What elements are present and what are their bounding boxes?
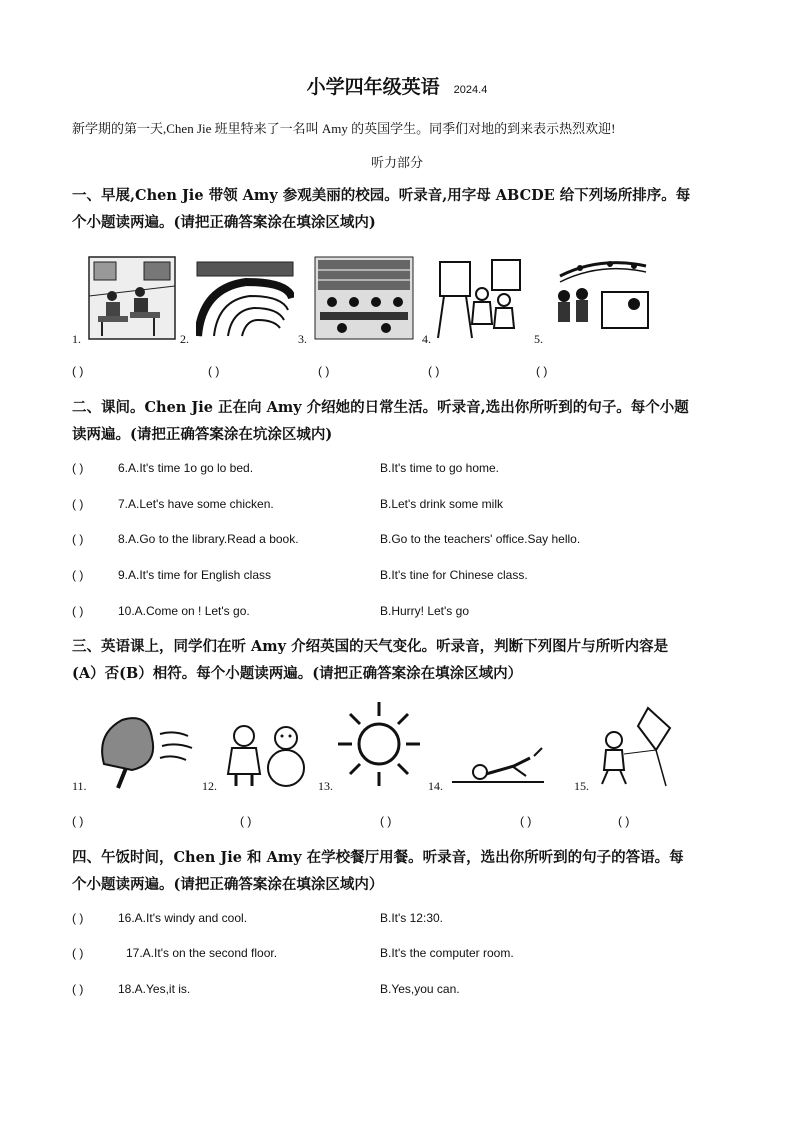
option-8b: B.Go to the teachers' office.Say hello. <box>380 532 581 546</box>
option-17b: B.It's the computer room. <box>380 946 514 960</box>
section4-heading <box>72 844 724 898</box>
option-10a: 10.A.Come on ! Let's go. <box>118 604 250 618</box>
option-18b: B.Yes,you can. <box>380 982 460 996</box>
pic-num-1: 1. <box>72 332 81 346</box>
answer-blank-6[interactable]: ( ) <box>72 461 84 475</box>
option-8a: 8.A.Go to the library.Read a book. <box>118 532 299 546</box>
answer-blank-16[interactable]: ( ) <box>72 911 84 925</box>
option-6b: B.It's time to go home. <box>380 461 500 475</box>
answer-blank-2[interactable]: ( ) <box>208 364 220 378</box>
option-16b: B.It's 12:30. <box>380 911 443 925</box>
playground-picture <box>196 258 294 338</box>
title-text: 小学四年级英语 <box>306 76 440 98</box>
fallen-person-picture <box>450 736 546 790</box>
music-room-picture <box>550 254 654 340</box>
part-label: 听力部分 <box>370 156 423 171</box>
pic-num-2: 2. <box>180 332 189 346</box>
section2-line2: 读两遍。(请把正确答案涂在坑涂区城内) <box>72 426 333 443</box>
answer-blank-13[interactable]: ( ) <box>380 814 392 828</box>
answer-blank-9[interactable]: ( ) <box>72 568 84 582</box>
option-7b: B.Let's drink some milk <box>380 497 503 511</box>
answer-blank-11[interactable]: ( ) <box>72 814 84 828</box>
library-picture <box>314 256 414 340</box>
section3-line1: 三、英语课上，同学们在听 Amy 介绍英国的天气变化。听录音，判断下列图片与所听内容是 <box>72 638 669 655</box>
option-18a: 18.A.Yes,it is. <box>118 982 191 996</box>
windy-tree-picture <box>92 704 196 790</box>
exam-date: 2024.4 <box>453 84 488 96</box>
answer-blank-1[interactable]: ( ) <box>72 364 84 378</box>
section4-line2: 个小题读两遍。(请把正确答案涂在填涂区域内） <box>72 876 384 893</box>
option-6a: 6.A.It's time 1o go lo bed. <box>118 461 254 475</box>
pic-num-3: 3. <box>298 332 307 346</box>
kite-picture <box>594 704 676 790</box>
answer-blank-10[interactable]: ( ) <box>72 604 84 618</box>
section1-line2: 个小题读两遍。(请把正确答案涂在填涂区域内) <box>72 214 376 231</box>
snowman-picture <box>220 708 312 790</box>
option-9a: 9.A.It's time for English class <box>118 568 272 582</box>
answer-blank-15[interactable]: ( ) <box>618 814 630 828</box>
section2-heading <box>72 394 724 448</box>
section1-heading <box>72 182 724 236</box>
pic-num-5: 5. <box>534 332 543 346</box>
intro-text: 新学期的第一天,Chen Jie 班里特来了一名叫 Amy 的英国学生。同季们对地的到来表示热烈欢迎! <box>72 121 616 136</box>
section3-line2: (A）否(B）相符。每个小题读两遍。(请把正确答案涂在填涂区域内） <box>72 665 523 682</box>
pic-num-14: 14. <box>428 779 443 793</box>
option-9b: B.It's tine for Chinese class. <box>380 568 528 582</box>
answer-blank-3[interactable]: ( ) <box>318 364 330 378</box>
option-17a: 17.A.It's on the second floor. <box>126 946 278 960</box>
section2-line1: 二、课间。Chen Jie 正在向 Amy 介绍她的日常生活。听录音,选出你所听到的句子。每个小题 <box>72 399 689 416</box>
pic-num-11: 11. <box>72 779 87 793</box>
sun-picture <box>336 698 422 790</box>
option-10b: B.Hurry! Let's go <box>380 604 469 618</box>
section1-line1: 一、早展,Chen Jie 带领 Amy 参观美丽的校园。听录音,用字母 ABCDE 给下列场所排序。每 <box>72 187 691 204</box>
section4-line1: 四、午饭时间，Chen Jie 和 Amy 在学校餐厅用餐。听录音，选出你所听到的句子的答语。每 <box>72 849 684 866</box>
pic-num-4: 4. <box>422 332 431 346</box>
section3-heading <box>72 633 724 687</box>
option-7a: 7.A.Let's have some chicken. <box>118 497 274 511</box>
pic-num-15: 15. <box>574 779 589 793</box>
answer-blank-12[interactable]: ( ) <box>240 814 252 828</box>
art-room-picture <box>434 254 526 340</box>
answer-blank-14[interactable]: ( ) <box>520 814 532 828</box>
pic-num-13: 13. <box>318 779 333 793</box>
answer-blank-18[interactable]: ( ) <box>72 982 84 996</box>
option-16a: 16.A.It's windy and cool. <box>118 911 248 925</box>
pic-num-12: 12. <box>202 779 217 793</box>
classroom-picture <box>88 256 176 340</box>
answer-blank-17[interactable]: ( ) <box>72 946 84 960</box>
answer-blank-7[interactable]: ( ) <box>72 497 84 511</box>
answer-blank-5[interactable]: ( ) <box>536 364 548 378</box>
answer-blank-4[interactable]: ( ) <box>428 364 440 378</box>
answer-blank-8[interactable]: ( ) <box>72 532 84 546</box>
page-title <box>0 72 794 99</box>
